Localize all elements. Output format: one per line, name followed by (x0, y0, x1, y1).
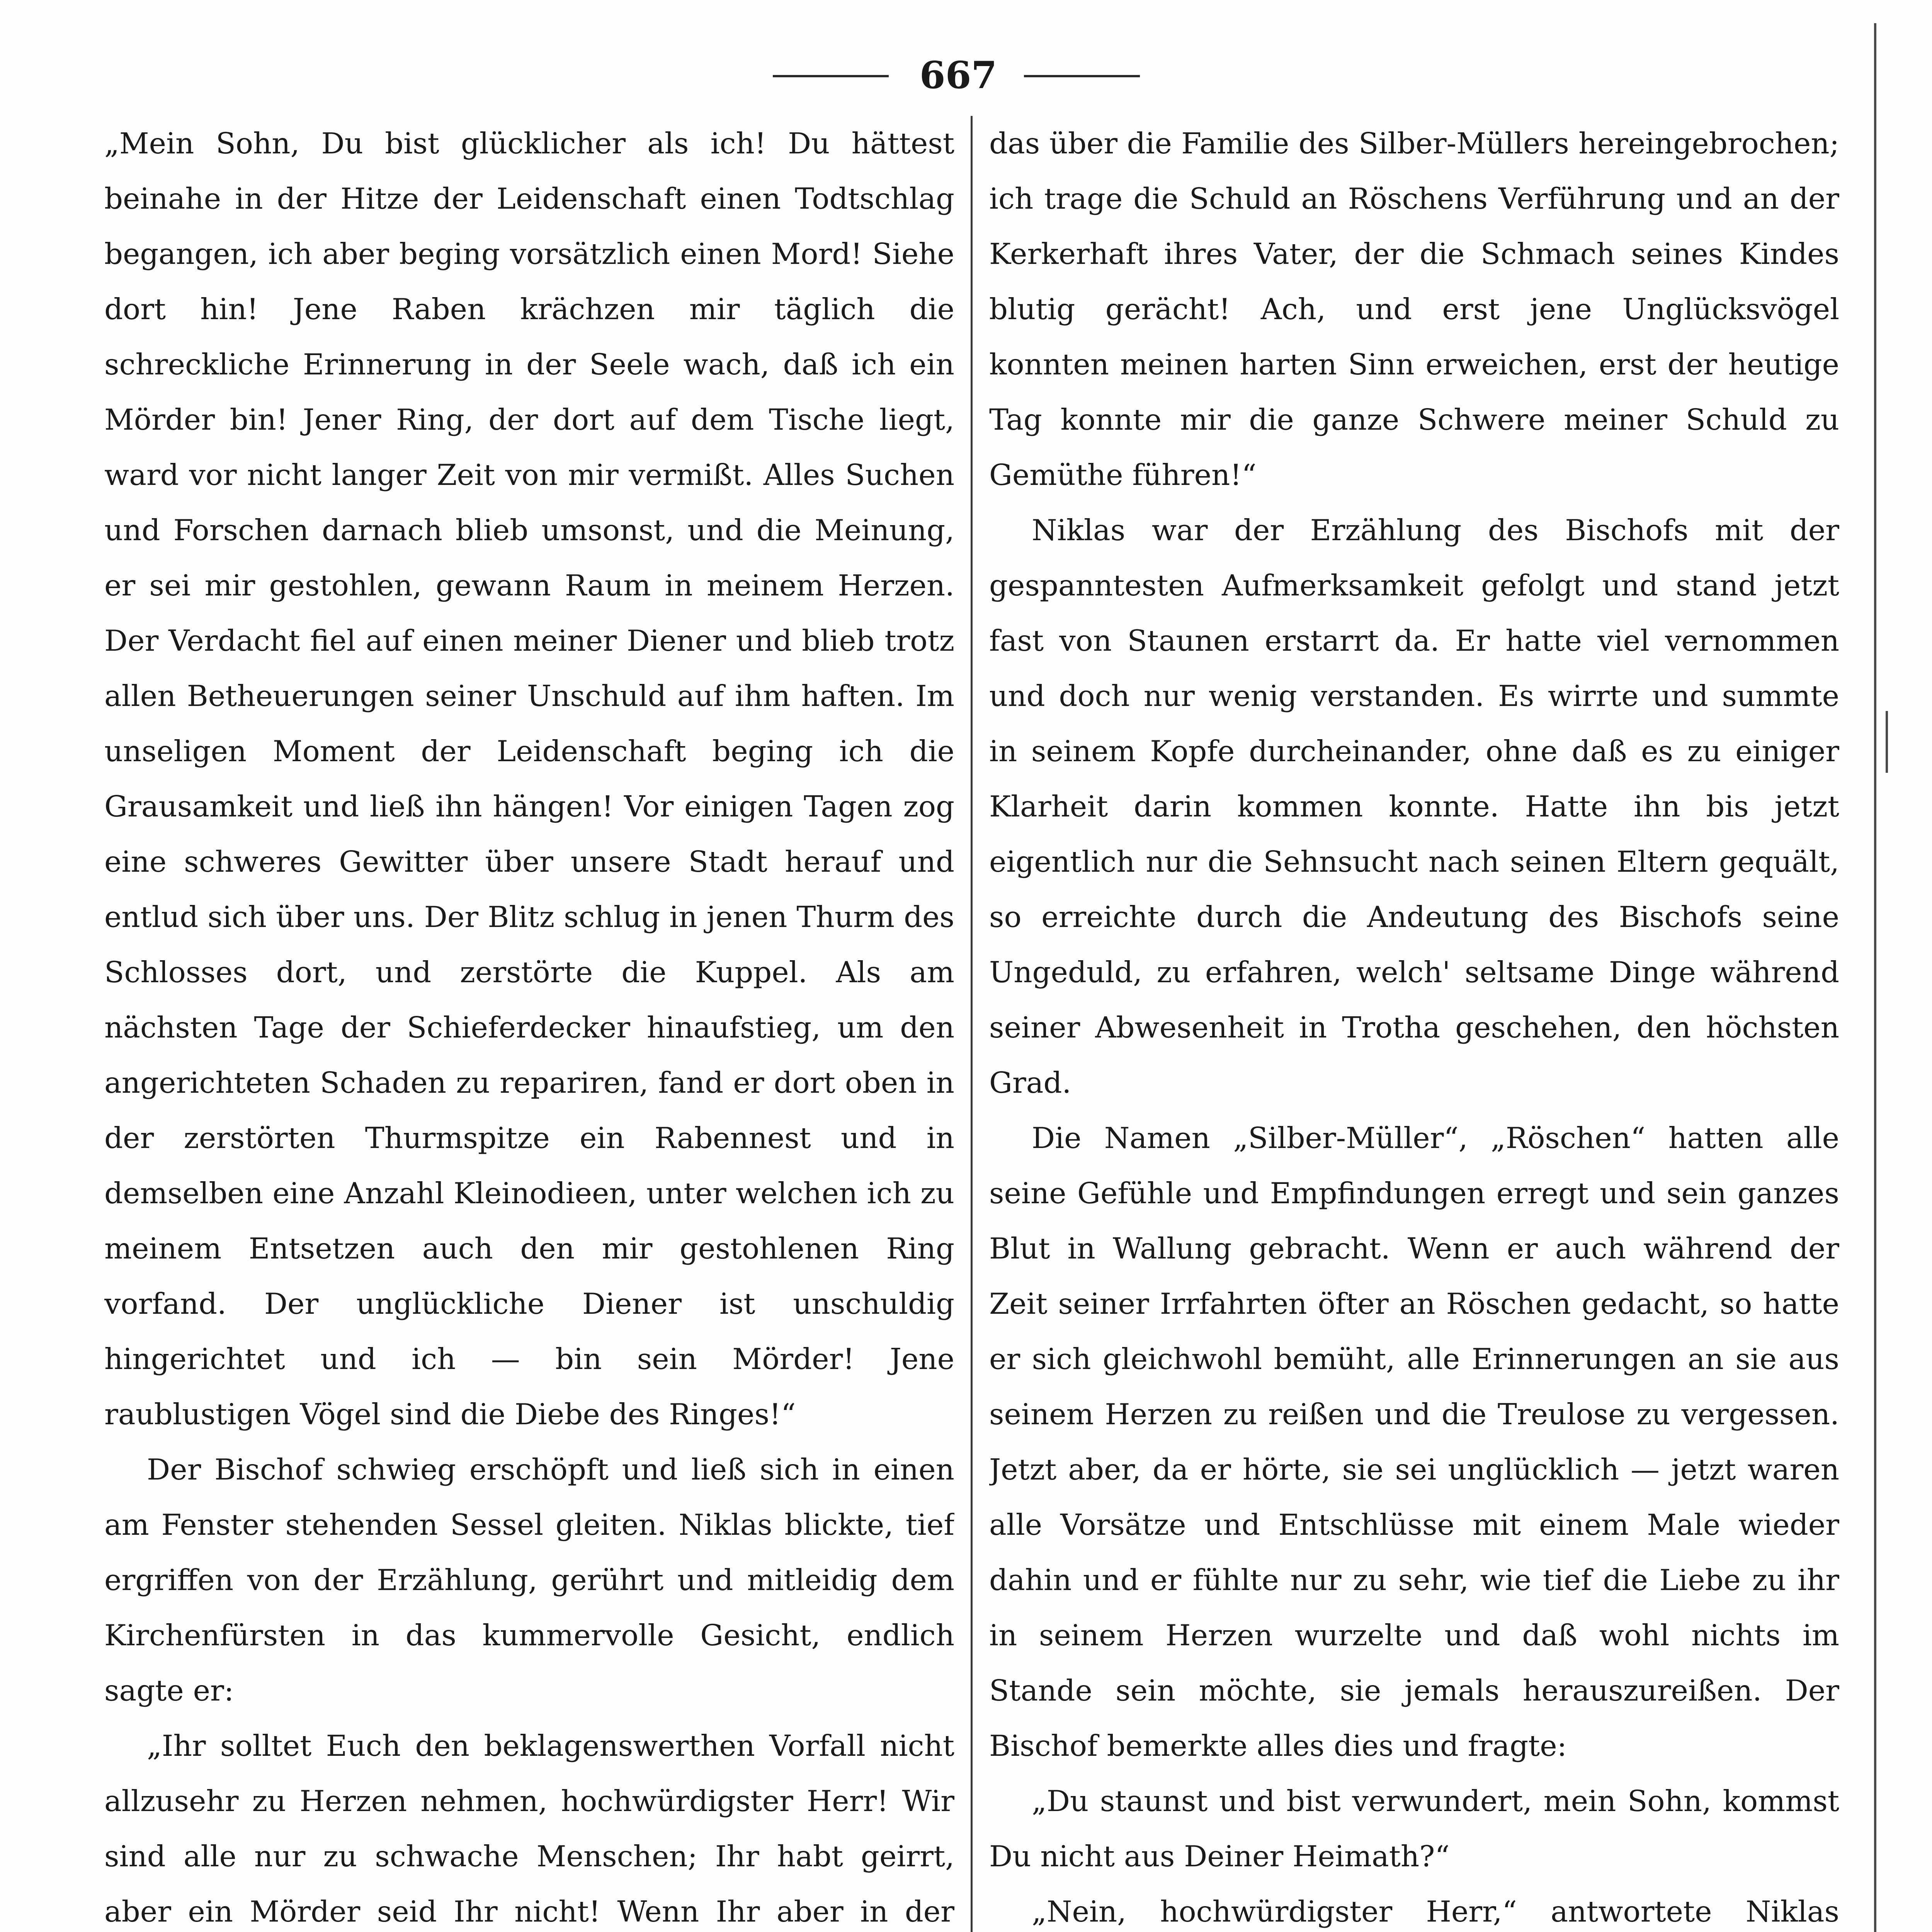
paragraph: „Du staunst und bist verwundert, mein Sohn, kommst Du nicht aus Deiner Heimath?“ (989, 1784, 1839, 1873)
page-number: 667 (919, 53, 997, 97)
column-divider (971, 116, 973, 1932)
left-column (104, 116, 954, 1932)
page-edge-rule (1874, 23, 1876, 1932)
page-header (0, 53, 1932, 97)
right-column (989, 116, 1839, 1932)
paragraph: Niklas war der Erzählung des Bischofs mit der gespanntesten Aufmerksamkeit gefolgt und stand jetzt fast von Staunen erstarrt da. Er hatte viel vernommen und doch nur wenig verstanden. Es wirrte und summte in seinem Kopfe durcheinander, ohne daß es zu einiger Klarheit darin kommen konnte. Hatte ihn bis jetzt eigentlich nur die Sehnsucht nach seinen Eltern gequält, so erreichte durch die Andeutung des Bischofs seine Ungeduld, zu erfahren, welch' seltsame Dinge während seiner Abwesenheit in Trotha geschehen, den höchsten Grad. (989, 513, 1839, 1100)
header-rule-left (773, 75, 889, 77)
paragraph: Die Namen „Silber-Müller“, „Röschen“ hatten alle seine Gefühle und Empfindungen erregt und sein ganzes Blut in Wallung gebracht. Wenn er auch während der Zeit seiner Irrfahrten öfter an Röschen gedacht, so hatte er sich gleichwohl bemüht, alle Erinnerungen an sie aus seinem Herzen zu reißen und die Treulose zu vergessen. Jetzt aber, da er hörte, sie sei unglücklich — jetzt waren alle Vorsätze und Entschlüsse mit einem Male wieder dahin und er fühlte nur zu sehr, wie tief die Liebe zu ihr in seinem Herzen wurzelte und daß wohl nichts im Stande sein möchte, sie jemals herauszureißen. Der Bischof bemerkte alles dies und fragte: (989, 1121, 1839, 1763)
header-rule-right (1024, 75, 1140, 77)
paragraph: Der Bischof schwieg erschöpft und ließ sich in einen am Fenster stehenden Sessel gleiten. Niklas blickte, tief ergriffen von der Erzählung, gerührt und mitleidig dem Kirchenfürsten in das kummervolle Gesicht, endlich sagte er: (104, 1452, 954, 1708)
margin-mark (1886, 711, 1888, 773)
paragraph: „Nein, hochwürdigster Herr,“ antwortete Niklas (1032, 1895, 1839, 1929)
paragraph: das über die Familie des Silber-Müllers hereingebrochen; ich trage die Schuld an Röschens Verführung und an der Kerkerhaft ihres Vater, der die Schmach seines Kindes blutig gerächt! Ach, und erst jene Unglücksvögel konnten meinen harten Sinn erweichen, erst der heutige Tag konnte mir die ganze Schwere meiner Schuld zu Gemüthe führen!“ (989, 126, 1839, 492)
paragraph: „Ihr solltet Euch den beklagenswerthen Vorfall nicht allzusehr zu Herzen nehmen, hochwürdigster Herr! Wir sind alle nur zu schwache Menschen; Ihr habt geirrt, aber ein Mörder seid Ihr nicht! Wenn Ihr aber in der (104, 1729, 954, 1929)
paragraph: „Mein Sohn, Du bist glücklicher als ich! Du hättest beinahe in der Hitze der Leidenschaft einen Todtschlag begangen, ich aber beging vorsätzlich einen Mord! Siehe dort hin! Jene Raben krächzen mir täglich die schreckliche Erinnerung in der Seele wach, daß ich ein Mörder bin! Jener Ring, der dort auf dem Tische liegt, ward vor nicht langer Zeit von mir vermißt. Alles Suchen und Forschen darnach blieb umsonst, und die Meinung, er sei mir gestohlen, gewann Raum in meinem Herzen. Der Verdacht fiel auf einen meiner Diener und blieb trotz allen Betheuerungen seiner Unschuld auf ihm haften. Im unseligen Moment der Leidenschaft beging ich die Grausamkeit und ließ ihn hängen! Vor einigen Tagen zog eine schweres Gewitter über unsere Stadt herauf und entlud sich über uns. Der Blitz schlug in jenen Thurm des Schlosses dort, und zerstörte die Kuppel. Als am nächsten Tage der Schieferdecker hinaufstieg, um den angerichteten Schaden zu repariren, fand er dort oben in der zerstörten Thurmspitze ein Rabennest und in demselben eine Anzahl Kleinodieen, unter welchen ich zu meinem Entsetzen auch den mir gestohlenen Ring vorfand. Der unglückliche Diener ist unschuldig hingerichtet und ich — bin sein Mörder! Jene raublustigen Vögel sind die Diebe des Ringes!“ (104, 126, 954, 1431)
